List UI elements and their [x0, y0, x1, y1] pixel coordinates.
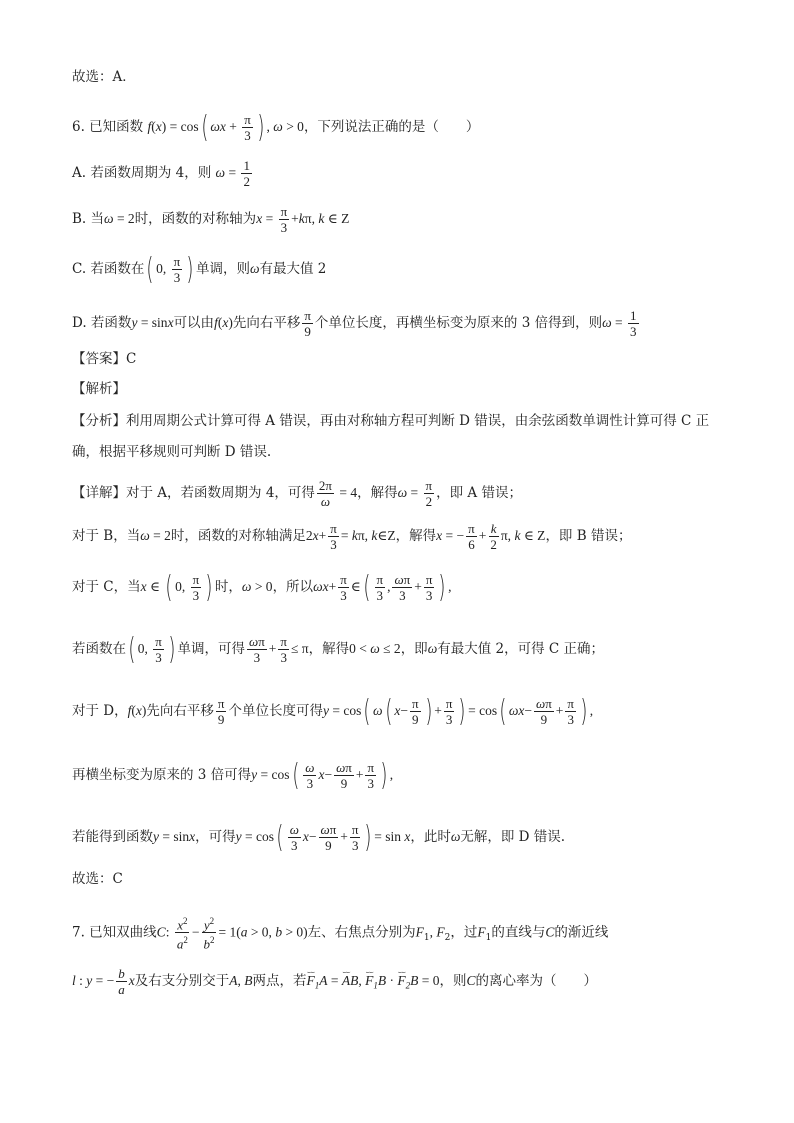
- question-text: ，下列说法正确的是（ ）: [303, 119, 480, 135]
- answer-text: 【答案】C: [72, 351, 137, 367]
- question-text: 的渐近线: [554, 924, 609, 941]
- text: 个单位长度可得: [228, 703, 323, 719]
- text: 时，: [214, 579, 242, 595]
- text: ，即 A 错误；: [436, 485, 522, 501]
- analysis-heading: [72, 380, 126, 398]
- option-c: C. 若函数在( 0, $\frac{\pi}{3}$ ) 单调，则ω有最大值 2: [72, 251, 327, 287]
- option-b: B. 当ω = 2时，函数的对称轴为x = $\frac{\pi}{3}$ +kπ, k ∈ Z: [72, 204, 350, 235]
- question-6: 6. 已知函数 f(x) = cos( ωx + $\frac{\pi}{3}$ ) , ω > 0，下列说法正确的是（ ）: [72, 109, 480, 145]
- option-text: D. 若函数: [72, 315, 132, 331]
- text: 若能得到函数: [72, 829, 153, 845]
- question-text: ，则: [439, 973, 467, 989]
- detail-a: 【详解】对于 A，若函数周期为 4，可得 $\frac{2\pi}{\omega}$ = 4，解得ω = $\frac{\pi}{2}$ ，即 A 错误；: [72, 478, 522, 509]
- option-text: 单调，则: [195, 261, 250, 277]
- text: 先向右平移: [146, 703, 214, 719]
- option-text: 个单位长度，再横坐标变为原来的 3 倍得到，则: [314, 315, 603, 331]
- detail-d3: 若能得到函数y = sinx，可得y = cos( $\frac{\omega}{3}$ x− $\frac{\omega\pi}{9}$ + $\frac{\pi}{3}$ ) = sin x，此时ω无解，即 D 错误.: [72, 819, 566, 855]
- detail-d: 对于 D，f(x)先向右平移 $\frac{\pi}{9}$ 个单位长度可得y = cos( ω( x− $\frac{\pi}{9}$ ) + $\frac{\pi}{3}$ ) = cos( ωx− $\frac{\omega\pi}{9}$ + $\frac{\pi}{3}$ ) ,: [72, 693, 594, 729]
- text: ，所以: [272, 579, 314, 595]
- question-text: 左、右焦点分别为: [307, 924, 416, 941]
- text: 单调，可得: [177, 641, 246, 657]
- option-text: A. 若函数周期为 4，则: [72, 165, 212, 181]
- analysis-line: [72, 412, 709, 430]
- option-text: 先向右平移: [232, 315, 301, 331]
- detail-d2: 再横坐标变为原来的 3 倍可得y = cos( $\frac{\omega}{3}$ x− $\frac{\omega\pi}{9}$ + $\frac{\pi}{3}$ ) ,: [72, 757, 394, 793]
- text: 有最大值 2，可得 C 正确；: [437, 641, 605, 657]
- text: 对于 B，当: [72, 528, 141, 544]
- text: 对于 C，当: [72, 579, 141, 595]
- text: 对于 D，: [72, 703, 128, 719]
- text: 时，函数的对称轴满足: [170, 528, 306, 544]
- text: 【分析】利用周期公式计算可得 A 错误，再由对称轴方程可判断 D 错误，由余弦函数单调性计算可得 C 正: [72, 413, 710, 429]
- text: ，此时: [410, 829, 451, 845]
- detail-c2: 若函数在( 0, $\frac{\pi}{3}$ ) 单调，可得 $\frac{\omega\pi}{3}$ + $\frac{\pi}{3}$ ≤ π，解得0 < ω ≤ 2，即ω有最大值 2，可得 C 正确；: [72, 631, 605, 667]
- question-text: 及右支分别交于: [134, 973, 230, 989]
- question-text: 的离心率为（ ）: [475, 973, 598, 989]
- question-text: 两点，若: [252, 973, 307, 989]
- analysis-line: [72, 443, 271, 461]
- question-text: 6. 已知函数: [72, 119, 144, 135]
- option-d: D. 若函数y = sinx可以由f(x)先向右平移 $\frac{\pi}{9}$ 个单位长度，再横坐标变为原来的 3 倍得到，则ω = $\frac{1}{3}$: [72, 308, 637, 339]
- detail-b: 对于 B，当ω = 2时，函数的对称轴满足2x+ $\frac{\pi}{3}$ = kπ, k∈Z，解得x = − $\frac{\pi}{6}$ + $\frac{k}{2}$ π, k ∈ Z，即 B 错误；: [72, 521, 632, 552]
- question-7: 7. 已知双曲线C: $\frac{x^2}{a^2}$ − $\frac{y^2}{b^2}$ = 1(a > 0, b > 0)左、右焦点分别为$F_1$, $F_2$，过$F_1$的直线与C的渐近线: [72, 916, 609, 952]
- option-text: C. 若函数在: [72, 261, 145, 277]
- text: ，即 B 错误；: [545, 528, 632, 544]
- question-text: ，过: [450, 924, 478, 941]
- text: ，解得: [395, 528, 437, 544]
- option-text: B. 当: [72, 211, 105, 227]
- detail-c: 对于 C，当x ∈ ( 0, $\frac{\pi}{3}$ ) 时，ω > 0，所以ωx+ $\frac{\pi}{3}$ ∈( $\frac{\pi}{3}$ , $\frac{\omega\pi}{3}$ + $\frac{\pi}{3}$ ) ,: [72, 569, 452, 605]
- text: ，解得: [308, 641, 350, 657]
- heading-text: 【解析】: [72, 381, 126, 397]
- answer: [72, 350, 136, 368]
- text-line: [72, 68, 136, 86]
- option-text: 有最大值 2: [259, 261, 327, 277]
- text: ，可得: [195, 829, 236, 845]
- option-a: A. 若函数周期为 4，则 ω = $\frac{1}{2}$: [72, 158, 250, 189]
- question-7-cont: l : y = − $\frac{b}{a}$ x及右支分别交于A, B两点，若⌣⌣ $F_1A$ = ⌣⌣ AB, ⌣⌣ $F_1B$ · ⌣⌣ $F_2B = 0$，则C的离心率为（ ）: [72, 966, 597, 997]
- text: 故选：C: [72, 871, 123, 887]
- question-text: 的直线与: [491, 924, 546, 941]
- text: 再横坐标变为原来的 3 倍可得: [72, 767, 252, 783]
- text: ，即: [400, 641, 428, 657]
- text: 若函数在: [72, 641, 126, 657]
- option-text: 时，函数的对称轴为: [134, 211, 257, 227]
- text: 确，根据平移规则可判断 D 错误.: [72, 444, 272, 460]
- text: 【详解】对于 A，若函数周期为 4，可得: [72, 485, 315, 501]
- text-line: [72, 870, 123, 888]
- text: 无解，即 D 错误.: [460, 829, 566, 845]
- option-text: 可以由: [173, 315, 215, 331]
- text: ，解得: [357, 485, 398, 501]
- question-text: 7. 已知双曲线: [72, 924, 157, 941]
- text: 故选：A．: [72, 69, 136, 85]
